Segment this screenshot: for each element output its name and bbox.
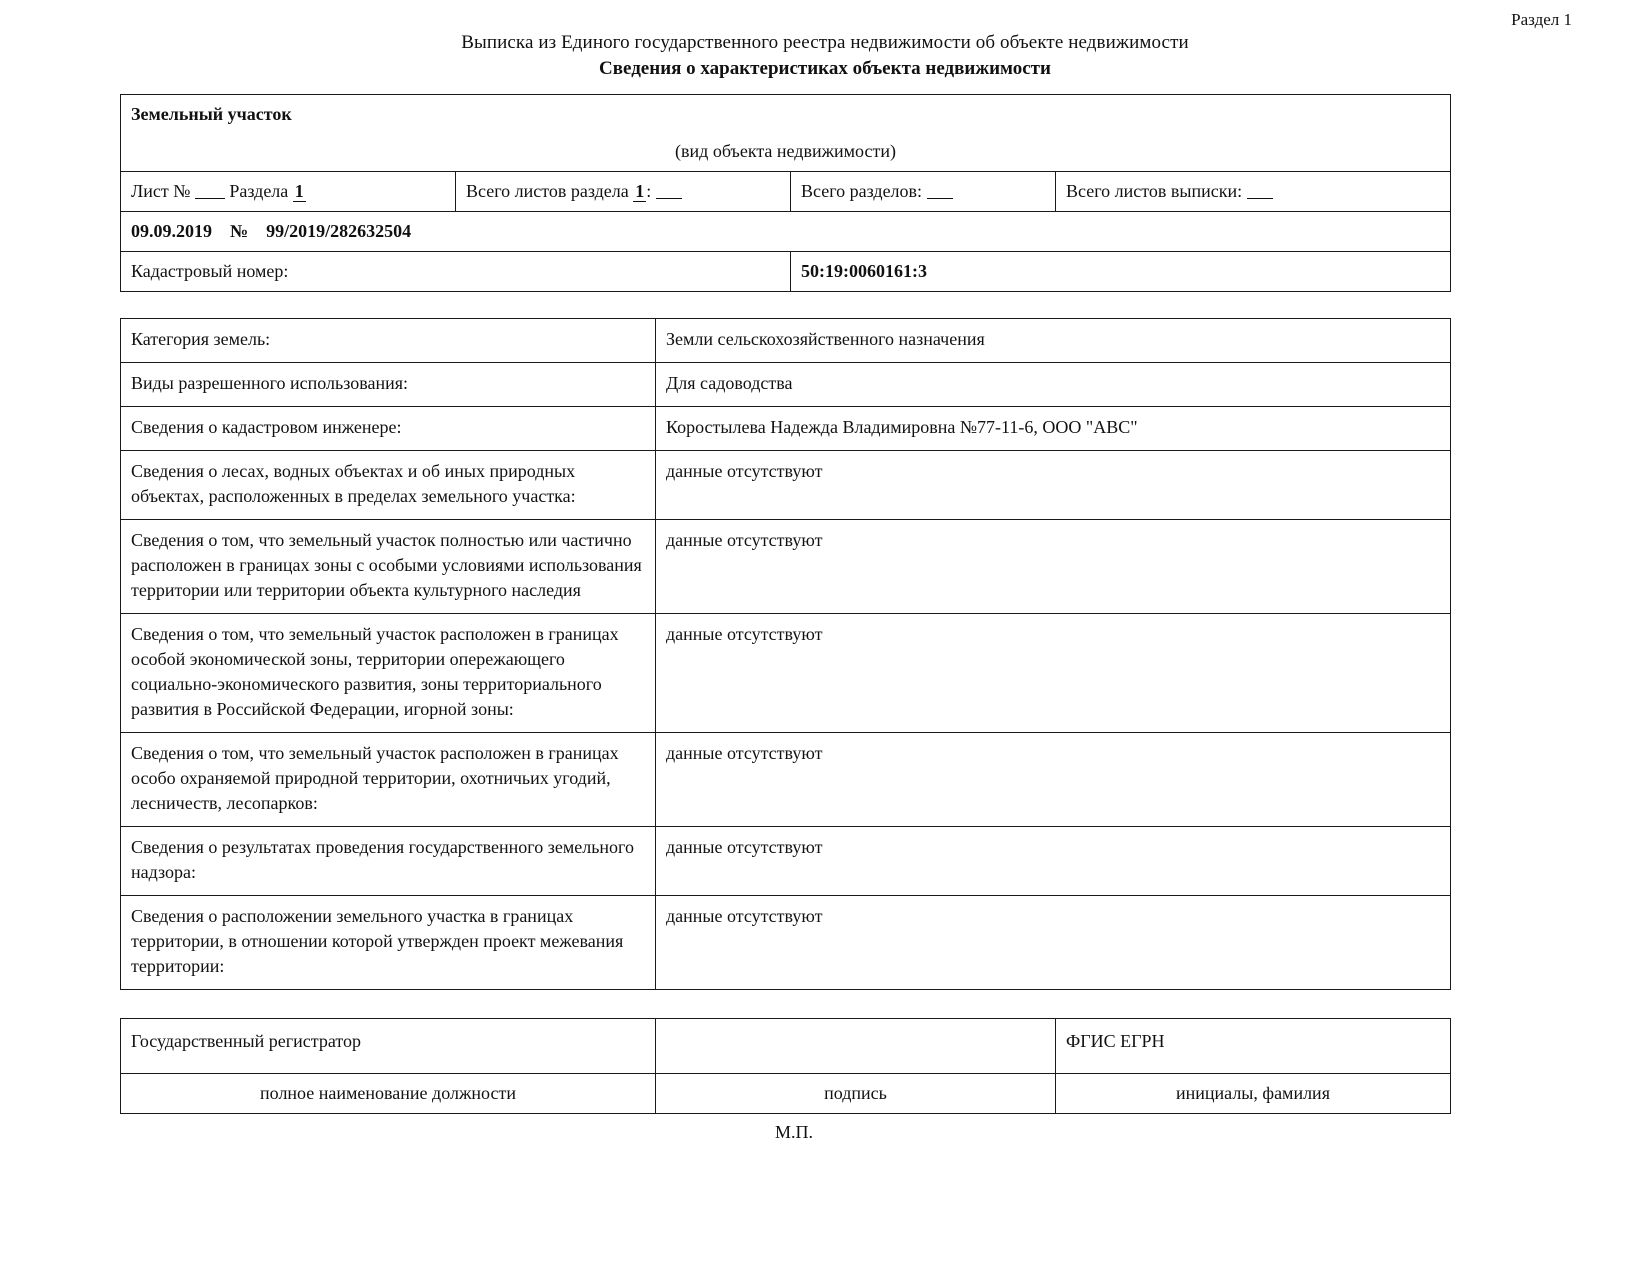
- total-sheets-extract-cell: [1056, 172, 1451, 212]
- caption-position: полное наименование должности: [121, 1074, 656, 1114]
- attribute-label: Категория земель:: [121, 319, 656, 363]
- attribute-label: Сведения о том, что земельный участок расположен в границах особо охраняемой природной территории, охотничьих угодий, лесничеств, лесопарков:: [121, 733, 656, 827]
- table-row-object-type: [121, 95, 1451, 140]
- attribute-value: Земли сельскохозяйственного назначения: [656, 319, 1451, 363]
- attribute-label: Сведения о расположении земельного участка в границах территории, в отношении которой утвержден проект межевания территории:: [121, 896, 656, 990]
- table-row: [121, 319, 1451, 363]
- attribute-value: данные отсутствуют: [656, 520, 1451, 614]
- sheet-number-blank[interactable]: [195, 181, 225, 199]
- attributes-table: [120, 318, 1451, 990]
- cadastral-number-label: Кадастровый номер:: [121, 252, 791, 292]
- total-sheets-section-blank[interactable]: [656, 181, 682, 199]
- table-row-cadastral-number: [121, 252, 1451, 292]
- table-row: [121, 614, 1451, 733]
- total-sheets-section-value: 1: [635, 181, 645, 201]
- table-row: [121, 733, 1451, 827]
- attribute-value: данные отсутствуют: [656, 896, 1451, 990]
- extract-number: 99/2019/282632504: [266, 221, 412, 241]
- table-row: [121, 896, 1451, 990]
- table-row-sheet-info: [121, 172, 1451, 212]
- caption-signature: подпись: [656, 1074, 1056, 1114]
- sheet-section-word: Раздела: [229, 181, 289, 201]
- sheet-number-label: Лист №: [131, 181, 191, 201]
- attribute-value: данные отсутствуют: [656, 827, 1451, 896]
- table-row: [121, 451, 1451, 520]
- total-sheets-extract-blank[interactable]: [1247, 181, 1273, 199]
- total-sheets-section-cell: [456, 172, 791, 212]
- table-row-date-number: [121, 212, 1451, 252]
- table-row-object-caption: [121, 139, 1451, 172]
- cadastral-number-value: 50:19:0060161:3: [791, 252, 1451, 292]
- total-sheets-section-colon: :: [646, 181, 652, 201]
- document-title-line-2: Сведения о характеристиках объекта недвижимости: [599, 58, 1051, 79]
- system-name: ФГИС ЕГРН: [1056, 1019, 1451, 1074]
- total-sheets-extract-label: Всего листов выписки:: [1066, 181, 1243, 201]
- sheet-number-cell: [121, 172, 456, 212]
- total-sections-blank[interactable]: [927, 181, 953, 199]
- caption-initials: инициалы, фамилия: [1056, 1074, 1451, 1114]
- sheet-section-value: 1: [294, 181, 304, 201]
- attribute-value: данные отсутствуют: [656, 451, 1451, 520]
- registrar-title: Государственный регистратор: [121, 1019, 656, 1074]
- table-row: [121, 827, 1451, 896]
- table-row-signature: [121, 1019, 1451, 1074]
- table-row-signature-captions: [121, 1074, 1451, 1114]
- attribute-value: данные отсутствуют: [656, 614, 1451, 733]
- table-row: [121, 363, 1451, 407]
- date-number-cell: [121, 212, 1451, 252]
- signature-table: [120, 1018, 1451, 1114]
- attribute-label: Сведения о лесах, водных объектах и об иных природных объектах, расположенных в пределах земельного участка:: [121, 451, 656, 520]
- section-marker: Раздел 1: [1511, 10, 1572, 29]
- object-type-value: Земельный участок: [121, 95, 1451, 140]
- attribute-value: Коростылева Надежда Владимировна №77-11-6, ООО "АВС": [656, 407, 1451, 451]
- total-sections-cell: [791, 172, 1056, 212]
- attribute-label: Виды разрешенного использования:: [121, 363, 656, 407]
- number-sign: №: [230, 221, 249, 241]
- attribute-value: Для садоводства: [656, 363, 1451, 407]
- attribute-label: Сведения о том, что земельный участок полностью или частично расположен в границах зоны с особыми условиями использования территории или территории объекта культурного наследия: [121, 520, 656, 614]
- document-title-line-1: Выписка из Единого государственного реестра недвижимости об объекте недвижимости: [461, 32, 1189, 53]
- signature-field[interactable]: [656, 1019, 1056, 1074]
- total-sheets-section-label: Всего листов раздела: [466, 181, 629, 201]
- attribute-label: Сведения о результатах проведения государственного земельного надзора:: [121, 827, 656, 896]
- attribute-label: Сведения о кадастровом инженере:: [121, 407, 656, 451]
- attribute-label: Сведения о том, что земельный участок расположен в границах особой экономической зоны, территории опережающего социально-экономического развития, зоны территориального развития в Российской Федерации, игорной зоны:: [121, 614, 656, 733]
- object-header-table: [120, 94, 1451, 292]
- table-row: [121, 520, 1451, 614]
- extract-date: 09.09.2019: [131, 221, 212, 241]
- stamp-placeholder: М.П.: [775, 1122, 814, 1142]
- table-row: [121, 407, 1451, 451]
- total-sections-label: Всего разделов:: [801, 181, 923, 201]
- attribute-value: данные отсутствуют: [656, 733, 1451, 827]
- document-titles: [0, 0, 1650, 80]
- object-type-caption: (вид объекта недвижимости): [121, 139, 1451, 172]
